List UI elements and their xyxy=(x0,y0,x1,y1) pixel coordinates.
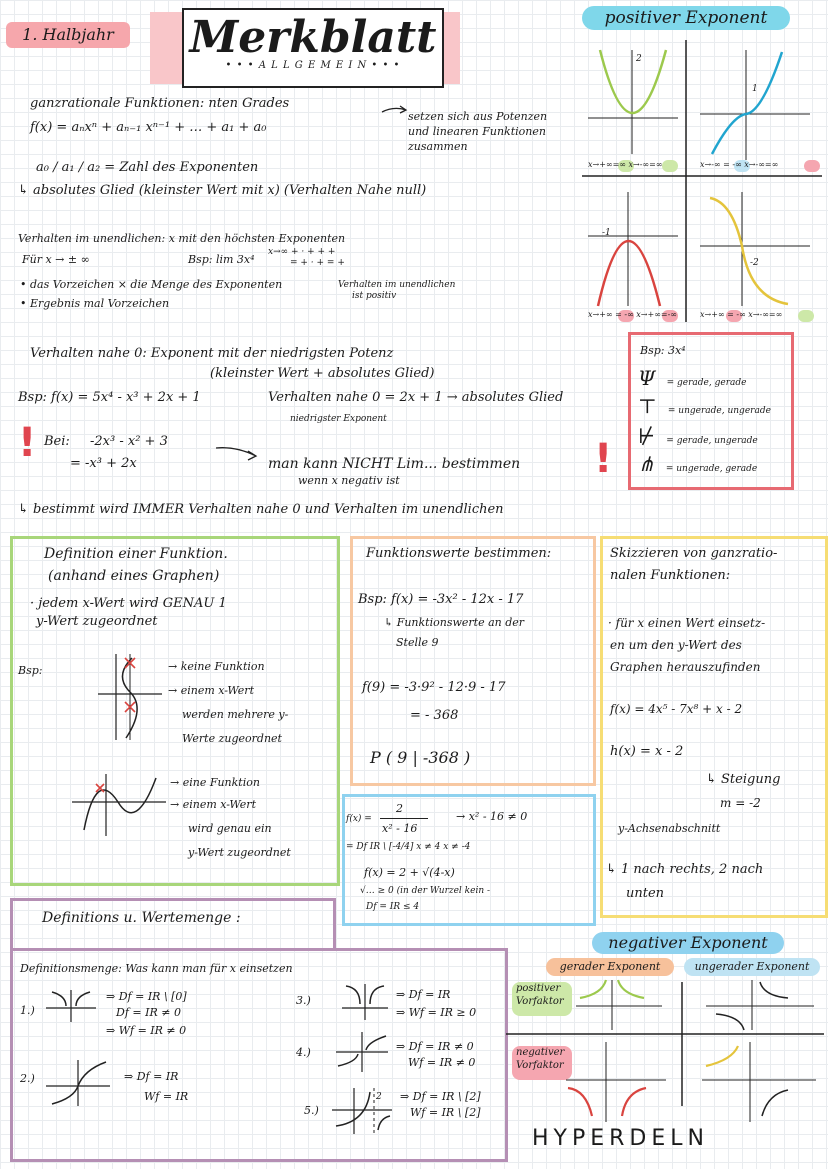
infinity-note2: ist positiv xyxy=(352,291,397,301)
positive-factor-text: positiver Vorfaktor xyxy=(516,983,564,1007)
shifted-hyperbola-icon xyxy=(330,1086,394,1136)
negative-factor-text: negativer Vorfaktor xyxy=(516,1047,565,1071)
definition-box xyxy=(10,536,340,886)
calc-cond2: √… ≥ 0 (in der Wurzel kein - xyxy=(360,886,491,896)
infinity-bullet2: • Ergebnis mal Vorzeichen xyxy=(20,297,170,310)
symmetry-symbol: ⋔ xyxy=(638,452,655,476)
odd-hyperbola-icon xyxy=(334,1030,390,1074)
near-zero-result: Verhalten nahe 0 = 2x + 1 → absolutes Glied xyxy=(268,390,564,405)
definition-bsp: Bsp: xyxy=(18,664,43,677)
set-item-2: 2.) xyxy=(20,1072,35,1085)
set-5c: 2 xyxy=(376,1092,382,1102)
calc-fx2: f(x) = 2 + √(4-x) xyxy=(364,866,455,879)
values-title: Funktionswerte bestimmen: xyxy=(366,546,552,561)
near-zero-lowest: niedrigster Exponent xyxy=(290,414,387,424)
pe-label-3: x→+∞ = -∞ x→+∞=-∞ xyxy=(588,310,677,319)
definition-title: Definition einer Funktion. xyxy=(44,546,228,562)
set-5a: ⇒ Df = IR \ [2] xyxy=(400,1090,481,1103)
pe-label-4: x→+∞ = -∞ x→-∞=∞ xyxy=(700,310,783,319)
hyperbola-icon xyxy=(44,988,98,1024)
def-b4: y-Wert zugeordnet xyxy=(188,846,291,859)
odd-positive-curve xyxy=(712,52,782,154)
infinity-example: Bsp: lim 3x⁴ xyxy=(188,253,255,266)
near-zero-conclusion: ↳ bestimmt wird IMMER Verhalten nahe 0 und Verhalten im unendlichen xyxy=(18,502,504,517)
warning-icon-right: ! xyxy=(594,436,613,482)
def-b1: → eine Funktion xyxy=(170,776,260,789)
pe-label-2: x→-∞ = -∞ x→-∞=∞ xyxy=(700,160,779,169)
pe-label-1: x→+∞=∞ x→-∞=∞ xyxy=(588,160,663,169)
even-negative-curve xyxy=(598,241,660,306)
general-note1: setzen sich aus Potenzen xyxy=(408,110,548,123)
values-note2: Stelle 9 xyxy=(396,636,439,649)
symmetry-row xyxy=(638,366,746,390)
set-3b: ⇒ Wf = IR ≥ 0 xyxy=(396,1006,477,1019)
set-4b: Wf = IR ≠ 0 xyxy=(408,1056,476,1069)
sets-question: Definitionsmenge: Was kann man für x einsetzen xyxy=(20,962,293,975)
general-line1: ganzrationale Funktionen: nten Grades xyxy=(30,96,290,111)
page-subtitle: • • • A L L G E M E I N • • • xyxy=(225,60,401,71)
arrow-icon xyxy=(214,444,260,462)
infinity-bullet1: • das Vorzeichen × die Menge des Exponenten xyxy=(20,278,283,291)
calc-fx: f(x) = xyxy=(346,814,372,824)
infinity-mini1: x→∞ + · + + + xyxy=(268,247,336,257)
sets-box xyxy=(10,948,508,1162)
positive-exponent-graphs xyxy=(582,36,822,326)
set-4a: ⇒ Df = IR ≠ 0 xyxy=(396,1040,474,1053)
def-a4: Werte zugeordnet xyxy=(182,732,282,745)
symmetry-text: = ungerade, ungerade xyxy=(667,406,771,416)
calc-frac-den: x² - 16 xyxy=(382,822,418,835)
def-b2: → einem x-Wert xyxy=(170,798,256,811)
semester-badge: 1. Halbjahr xyxy=(6,22,130,48)
set-2a: ⇒ Df = IR xyxy=(124,1070,179,1083)
hyperdeln-label: HYPERDELN xyxy=(532,1126,709,1151)
symmetry-title: Bsp: 3x⁴ xyxy=(640,344,686,357)
symmetry-row xyxy=(638,394,771,418)
even-exponent-label: gerader Exponent xyxy=(546,958,674,976)
even-hyperbola-icon xyxy=(340,982,390,1022)
symmetry-symbol: ⊤ xyxy=(638,394,657,418)
sketch-axis: y-Achsenabschnitt xyxy=(618,822,721,835)
sketch-m: m = -2 xyxy=(720,796,761,810)
sketch-box xyxy=(600,536,828,918)
def-b3: wird genau ein xyxy=(188,822,272,835)
set-2b: Wf = IR xyxy=(144,1090,189,1103)
sets-title: Definitions u. Wertemenge : xyxy=(42,910,241,926)
infinity-line1: Für x → ± ∞ xyxy=(22,253,90,266)
symmetry-text: = ungerade, gerade xyxy=(665,464,758,474)
warn-expr1: -2x³ - x² + 3 xyxy=(90,434,168,449)
set-3a: ⇒ Df = IR xyxy=(396,988,451,1001)
set-item-5: 5.) xyxy=(304,1104,319,1117)
values-example: Bsp: f(x) = -3x² - 12x - 17 xyxy=(358,592,524,607)
calc-frac-num: 2 xyxy=(396,802,403,815)
calc-cond: → x² - 16 ≠ 0 xyxy=(456,810,528,823)
values-calc2: = - 368 xyxy=(410,708,459,723)
function-graph-icon xyxy=(70,772,170,838)
sketch-f2: h(x) = x - 2 xyxy=(610,744,684,759)
warn-note1: man kann NICHT Lim... bestimmen xyxy=(268,456,521,472)
fraction-bar xyxy=(380,818,428,819)
near-zero-subtitle: (kleinster Wert + absolutes Glied) xyxy=(210,366,435,381)
definition-line2: y-Wert zugeordnet xyxy=(36,614,158,629)
symmetry-symbol: Ψ xyxy=(638,366,656,390)
def-a2: → einem x-Wert xyxy=(168,684,254,697)
general-note2: und linearen Funktionen xyxy=(408,125,546,138)
values-point: P ( 9 | -368 ) xyxy=(370,748,471,767)
infinity-note: Verhalten im unendlichen xyxy=(338,280,456,290)
relation-graph-icon xyxy=(96,652,166,742)
sketch-title1: Skizzieren von ganzratio- xyxy=(610,546,778,561)
sketch-l2: en um den y-Wert des xyxy=(610,638,742,652)
odd-negative-curve xyxy=(710,198,788,304)
negative-exponent-heading: negativer Exponent xyxy=(592,932,784,954)
definition-line1: · jedem x-Wert wird GENAU 1 xyxy=(30,596,227,611)
even-positive-curve xyxy=(600,50,666,113)
tick-label: 2 xyxy=(636,54,642,64)
set-1a: ⇒ Df = IR \ [0] xyxy=(106,990,187,1003)
symmetry-text: = gerade, gerade xyxy=(666,378,747,388)
sketch-f1: f(x) = 4x⁵ - 7x⁸ + x - 2 xyxy=(610,702,743,716)
warning-icon: ! xyxy=(18,420,37,466)
set-item-3: 3.) xyxy=(296,994,311,1007)
positive-exponent-heading: positiver Exponent xyxy=(582,6,790,30)
calc-df1: = Df IR \ [-4/4] x ≠ 4 x ≠ -4 xyxy=(346,842,471,852)
page-title: Merkblatt xyxy=(189,12,437,63)
set-1b: Df = IR ≠ 0 xyxy=(116,1006,181,1019)
general-line3: ↳ absolutes Glied (kleinster Wert mit x) (Verhalten Nahe null) xyxy=(18,183,427,198)
warn-label: Bei: xyxy=(44,434,70,449)
sketch-l1: · für x einen Wert einsetz- xyxy=(608,616,766,630)
symmetry-row xyxy=(638,424,758,448)
sketch-final1: ↳ 1 nach rechts, 2 nach xyxy=(606,862,764,877)
cubic-icon xyxy=(44,1058,112,1108)
set-item-1: 1.) xyxy=(20,1004,35,1017)
infinity-mini2: = + · + = + xyxy=(290,258,345,268)
def-a1: → keine Funktion xyxy=(168,660,265,673)
set-item-4: 4.) xyxy=(296,1046,311,1059)
symmetry-symbol: ⊬ xyxy=(638,424,656,448)
calc-df2: Df = IR ≤ 4 xyxy=(366,902,420,912)
general-line2: a₀ / a₁ / a₂ = Zahl des Exponenten xyxy=(36,160,259,175)
definition-subtitle: (anhand eines Graphen) xyxy=(48,568,220,584)
general-formula: f(x) = aₙxⁿ + aₙ₋₁ xⁿ⁻¹ + … + a₁ + a₀ xyxy=(30,120,267,135)
arrow-icon xyxy=(380,104,410,116)
infinity-title: Verhalten im unendlichen: x mit den höchsten Exponenten xyxy=(18,232,346,245)
warn-note2: wenn x negativ ist xyxy=(298,474,400,487)
values-calc1: f(9) = -3·9² - 12·9 - 17 xyxy=(362,680,506,695)
set-1c: ⇒ Wf = IR ≠ 0 xyxy=(106,1024,187,1037)
near-zero-title: Verhalten nahe 0: Exponent mit der niedrigsten Potenz xyxy=(30,346,394,361)
warn-expr2: = -x³ + 2x xyxy=(70,456,137,471)
general-note3: zusammen xyxy=(408,140,468,153)
sketch-final2: unten xyxy=(626,886,665,901)
sketch-slope: ↳ Steigung xyxy=(706,772,781,787)
symmetry-row xyxy=(638,452,757,476)
negative-exponent-graphs xyxy=(506,976,824,1126)
symmetry-text: = gerade, ungerade xyxy=(666,436,758,446)
sets-box-mask xyxy=(13,948,327,952)
tick-label: 1 xyxy=(752,84,758,94)
set-5b: Wf = IR \ [2] xyxy=(410,1106,481,1119)
tick-label: -1 xyxy=(602,228,611,238)
values-note1: ↳ Funktionswerte an der xyxy=(384,616,525,629)
odd-exponent-label: ungerader Exponent xyxy=(684,958,820,976)
sketch-l3: Graphen herauszufinden xyxy=(610,660,761,674)
tick-label: -2 xyxy=(750,258,759,268)
sketch-title2: nalen Funktionen: xyxy=(610,568,731,583)
near-zero-example: Bsp: f(x) = 5x⁴ - x³ + 2x + 1 xyxy=(18,390,201,405)
def-a3: werden mehrere y- xyxy=(182,708,289,721)
